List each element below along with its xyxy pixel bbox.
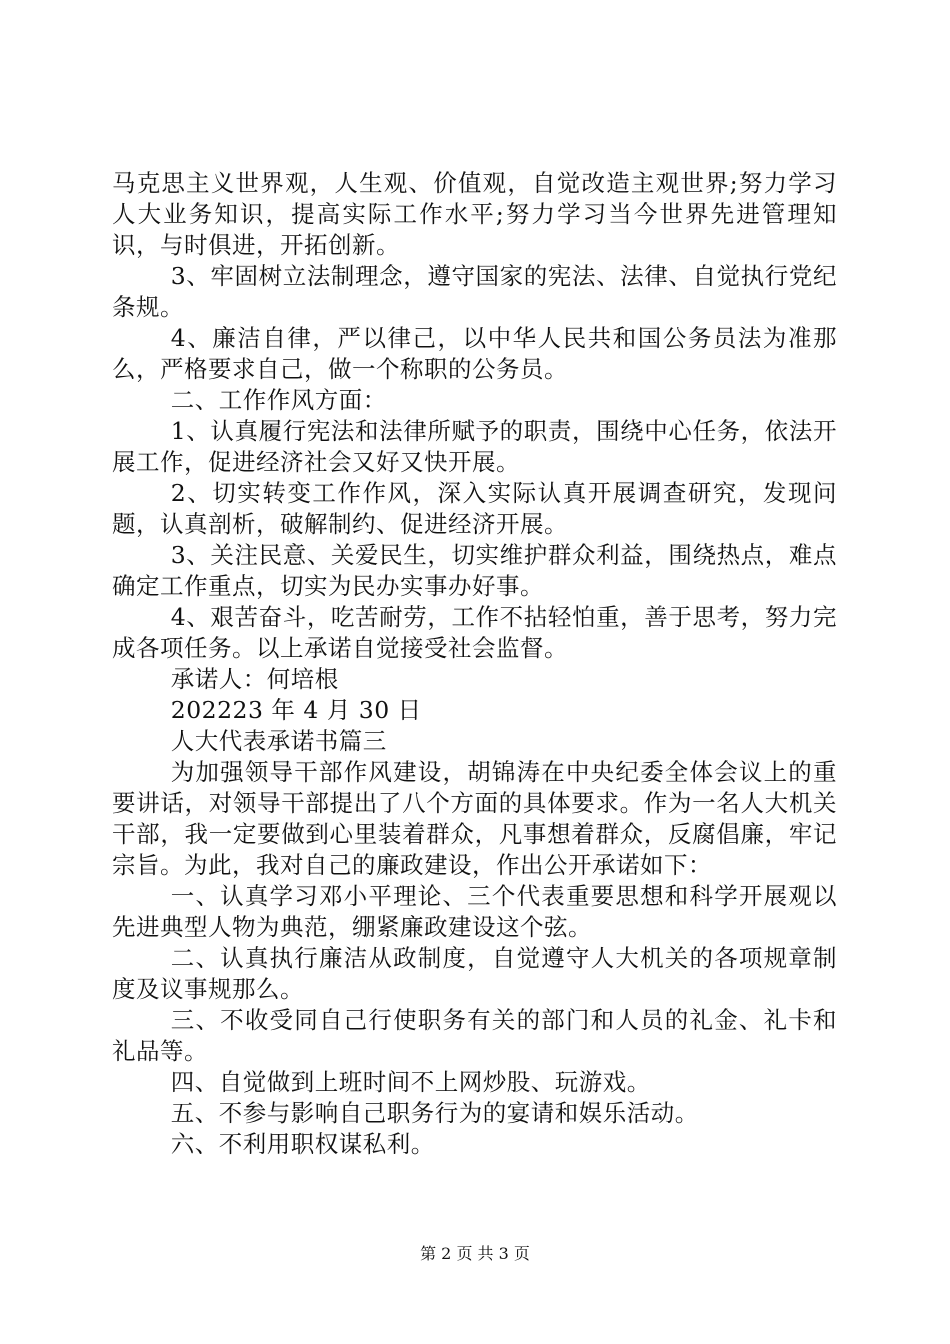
paragraph: 1、认真履行宪法和法律所赋予的职责，围绕中心任务，依法开展工作，促进经济社会又好又快开展。: [112, 417, 837, 476]
paragraph: 四、自觉做到上班时间不上网炒股、玩游戏。: [170, 1068, 651, 1096]
paragraph: 为加强领导干部作风建设，胡锦涛在中央纪委全体会议上的重要讲话，对领导干部提出了八个方面的具体要求。作为一名人大机关干部，我一定要做到心里装着群众，凡事想着群众，反腐倡廉，牢记宗旨。为此，我对自己的廉政建设，作出公开承诺如下：: [112, 758, 837, 879]
paragraph: 三、不收受同自己行使职务有关的部门和人员的礼金、礼卡和礼品等。: [112, 1006, 837, 1065]
paragraph: 五、不参与影响自己职务行为的宴请和娱乐活动。: [170, 1099, 699, 1127]
paragraph: 4、艰苦奋斗，吃苦耐劳，工作不拈轻怕重，善于思考，努力完成各项任务。以上承诺自觉接受社会监督。: [112, 603, 837, 662]
paragraph: 2、切实转变工作作风，深入实际认真开展调查研究，发现问题，认真剖析，破解制约、促进经济开展。: [112, 479, 837, 538]
paragraph: 二、认真执行廉洁从政制度，自觉遵守人大机关的各项规章制度及议事规那么。: [112, 944, 837, 1003]
paragraph: 3、关注民意、关爱民生，切实维护群众利益，围绕热点，难点确定工作重点，切实为民办实事办好事。: [112, 541, 837, 600]
section-heading: 二、工作作风方面：: [170, 386, 387, 414]
section-title: 人大代表承诺书篇三: [170, 727, 387, 755]
page-number-footer: 第 2 页 共 3 页: [420, 1244, 530, 1263]
paragraph: 3、牢固树立法制理念，遵守国家的宪法、法律、自觉执行党纪条规。: [112, 262, 837, 321]
paragraph: 马克思主义世界观，人生观、价值观，自觉改造主观世界;努力学习人大业务知识，提高实际工作水平;努力学习当今世界先进管理知识，与时俱进，开拓创新。: [112, 169, 837, 259]
paragraph: 六、不利用职权谋私利。: [170, 1130, 435, 1158]
paragraph: 4、廉洁自律，严以律己，以中华人民共和国公务员法为准那么，严格要求自己，做一个称职的公务员。: [112, 324, 837, 383]
signatory-line: 承诺人：何培根: [170, 665, 339, 693]
date-line: 202223 年 4 月 30 日: [170, 696, 422, 724]
document-body: [112, 168, 837, 1160]
paragraph: 一、认真学习邓小平理论、三个代表重要思想和科学开展观以先进典型人物为典范，绷紧廉政建设这个弦。: [112, 882, 837, 941]
